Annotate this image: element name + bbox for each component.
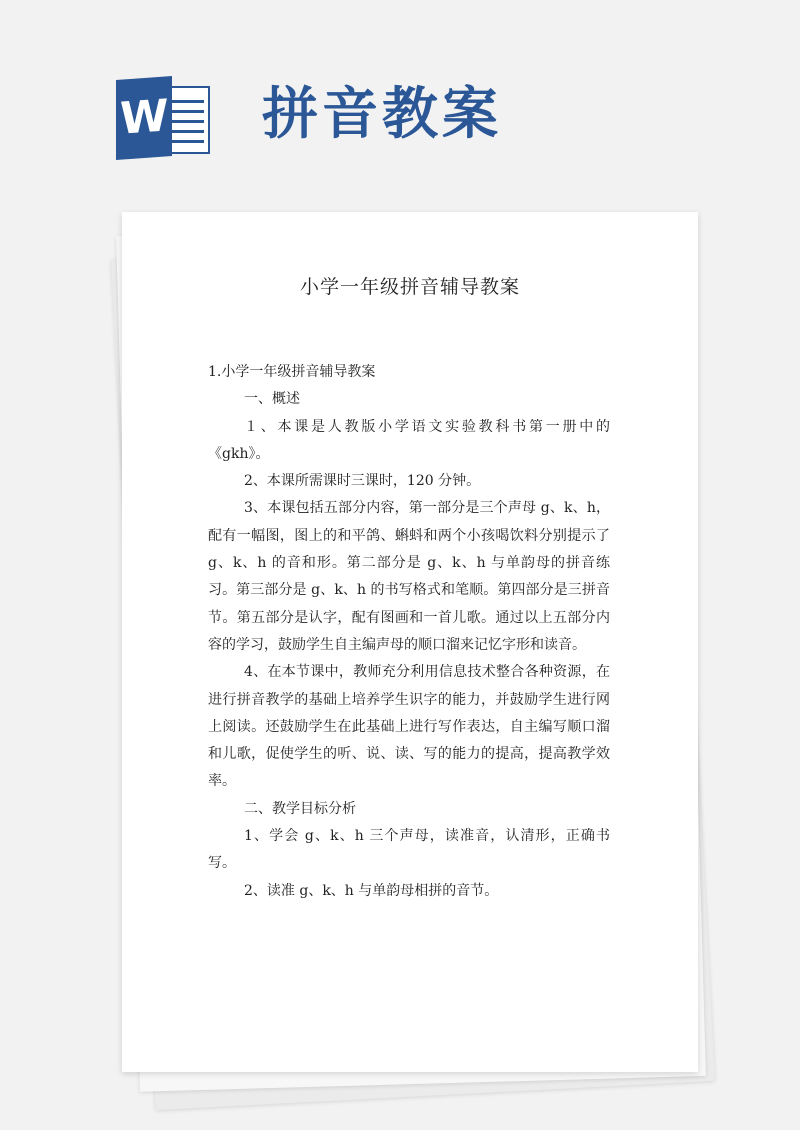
banner-title: 拼音教案 xyxy=(262,82,502,147)
document-title: 小学一年级拼音辅导教案 xyxy=(299,276,520,298)
paragraph-5: 1、学会 g、k、h 三个声母，读准音，认清形，正确书写。 xyxy=(208,828,610,872)
paragraph-1: １、本课是人教版小学语文实验教科书第一册中的《gkh》。 xyxy=(208,418,610,462)
section-heading-objectives: 二、教学目标分析 xyxy=(244,800,356,817)
banner xyxy=(0,0,800,200)
word-document-icon xyxy=(112,78,216,158)
paragraph-4: 4、在本节课中，教师充分利用信息技术整合各种资源，在进行拼音教学的基础上培养学生识字的能力，并鼓励学生进行网上阅读。还鼓励学生在此基础上进行写作表达，自主编写顺口溜和儿歌，促使学生的听、说、读、写的能力的提高，提高教学效率。 xyxy=(208,664,610,790)
document-page xyxy=(122,212,698,1072)
paragraph-3: 3、本课包括五部分内容，第一部分是三个声母 g、k、h，配有一幅图，图上的和平鸽、蝌蚪和两个小孩喝饮料分别提示了g、k、h 的音和形。第二部分是 g、k、h 与单韵母的拼音练习。第三部分是 g、k、h 的书写格式和笔顺。第四部分是三拼音节。第五部分是认字，配有图画和一首儿歌。通过以上五部分内容的学习，鼓励学生自主编声母的顺口溜来记忆字形和读音。 xyxy=(208,500,610,653)
document-body xyxy=(208,359,610,905)
section-heading-main: 1.小学一年级拼音辅导教案 xyxy=(208,364,376,380)
paragraph-2: 2、本课所需课时三课时，120 分钟。 xyxy=(244,473,481,490)
word-icon-letter: W xyxy=(116,76,172,160)
section-heading-overview: 一、概述 xyxy=(244,391,300,408)
paragraph-6: 2、读准 g、k、h 与单韵母相拼的音节。 xyxy=(244,882,499,899)
